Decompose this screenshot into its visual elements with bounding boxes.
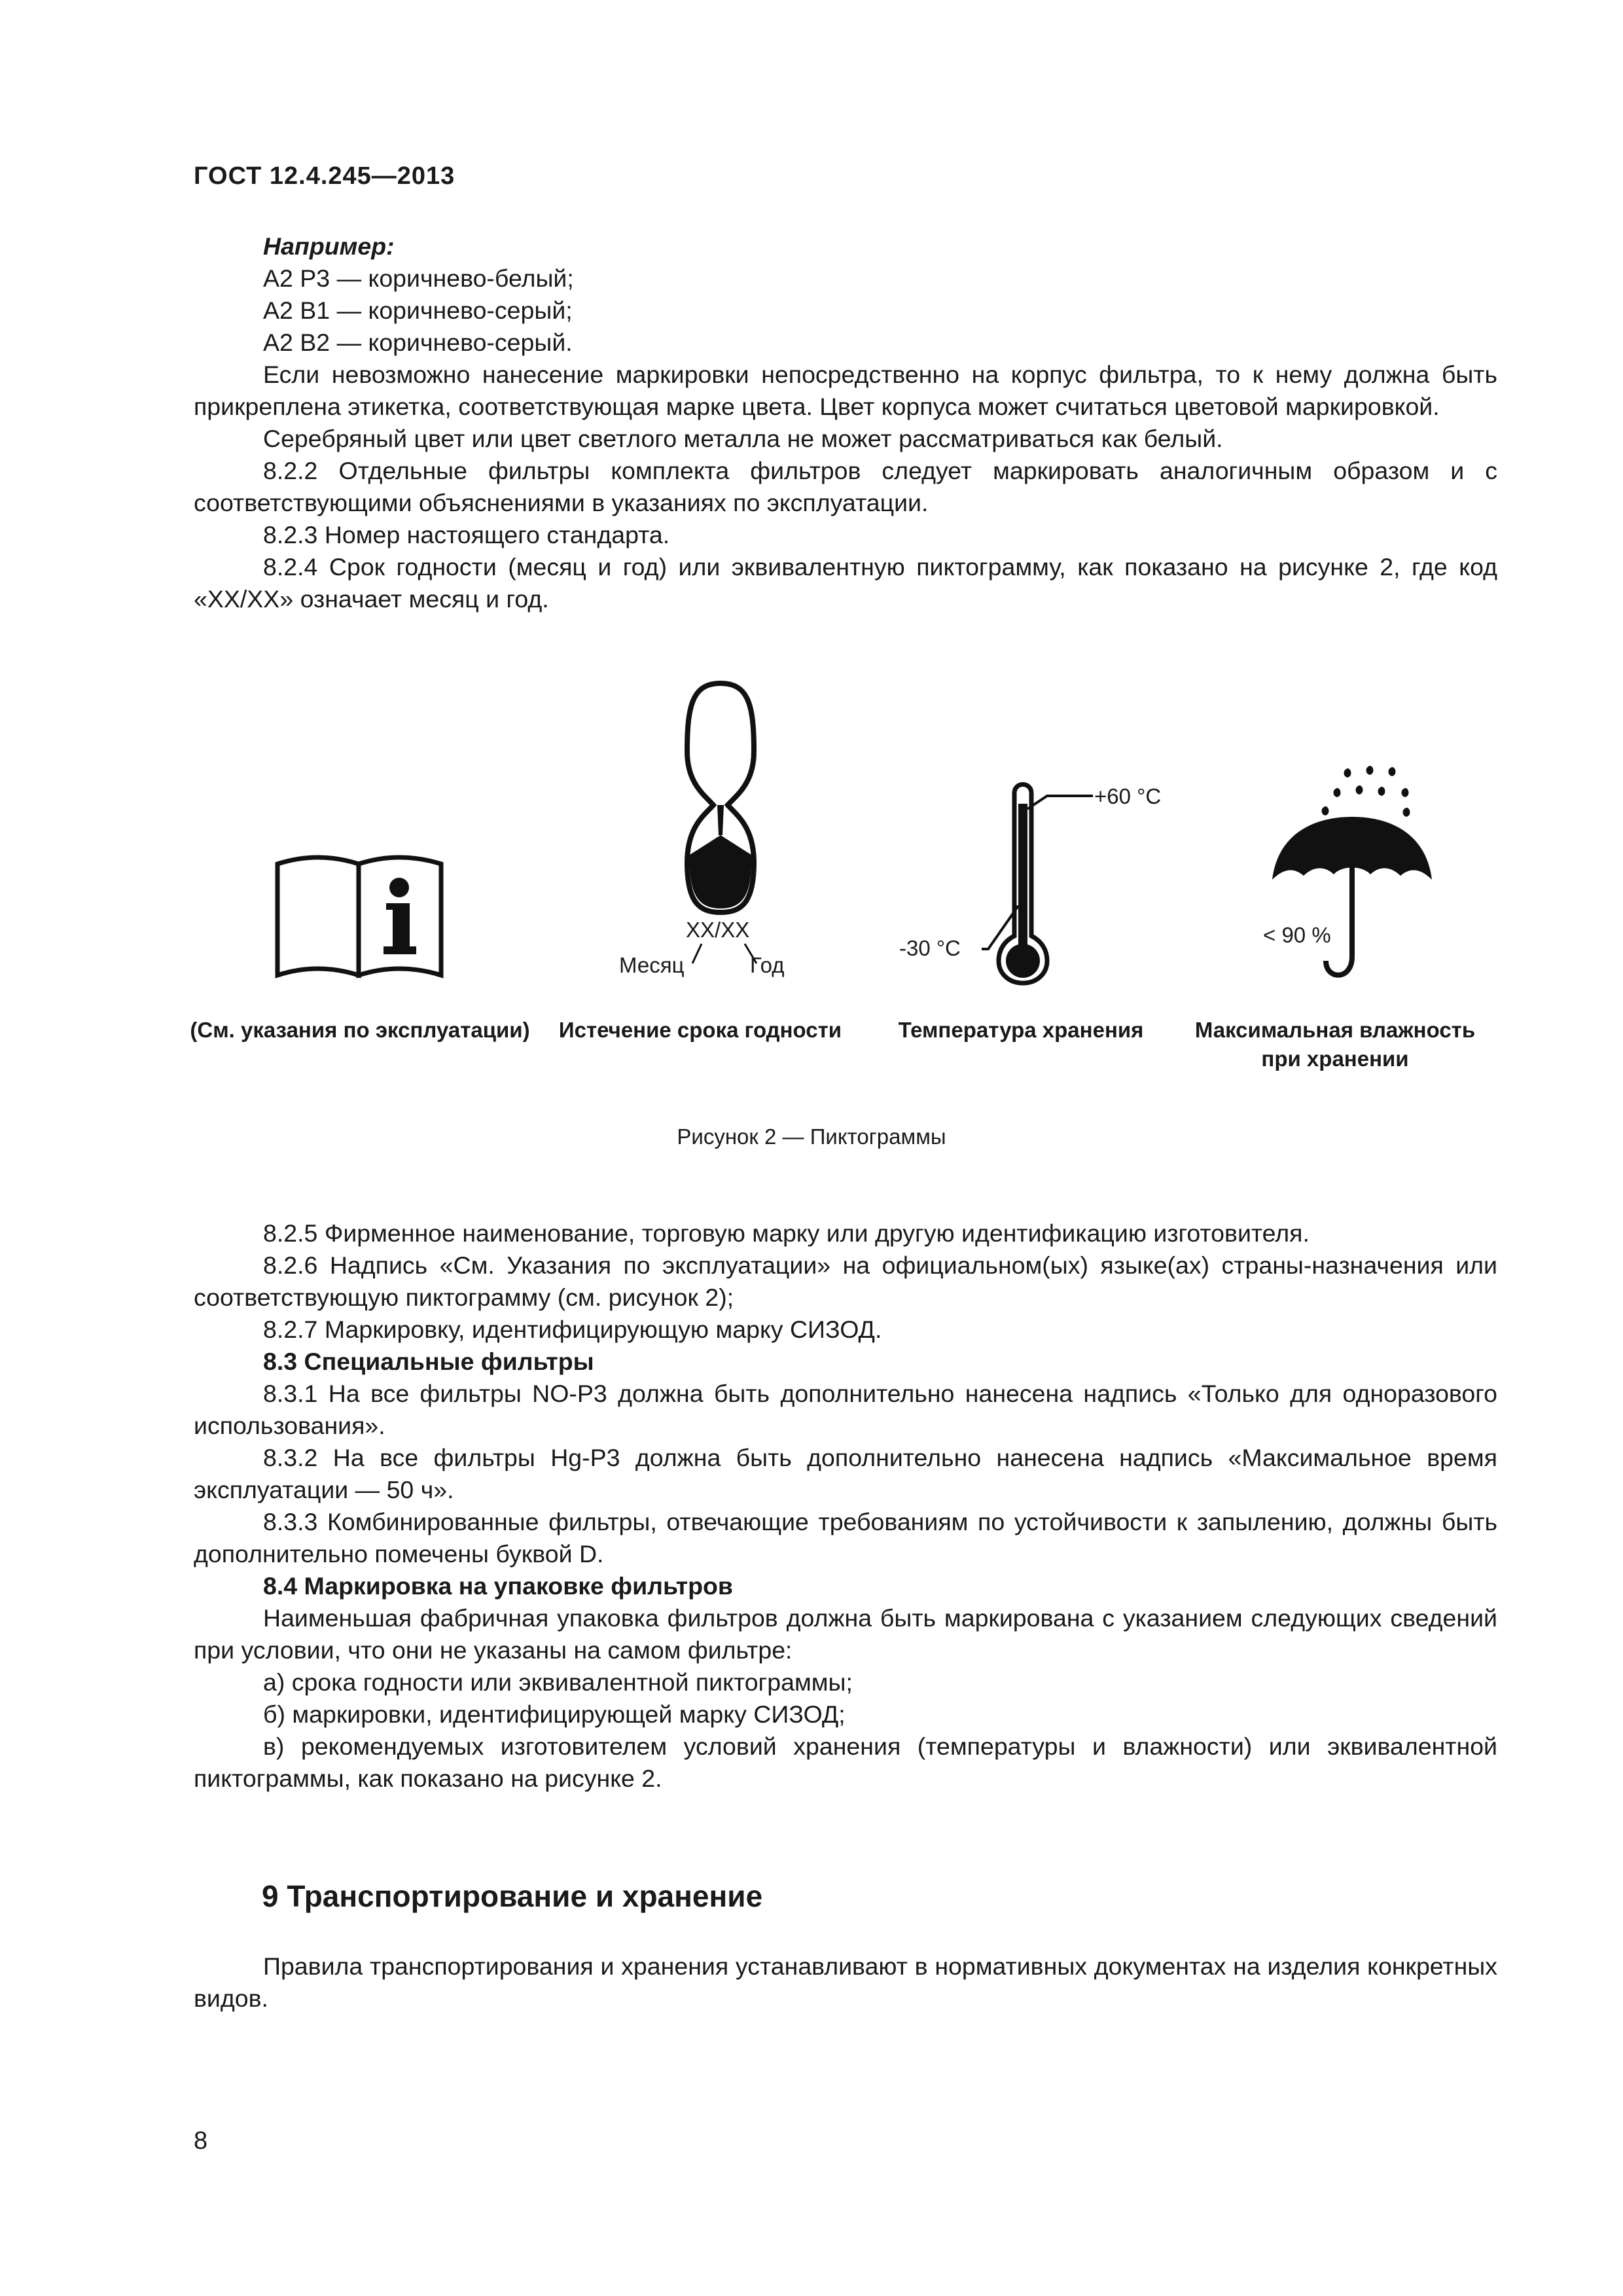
document-header: ГОСТ 12.4.245—2013 xyxy=(194,162,455,190)
example-item: А2 Р3 — коричнево-белый; xyxy=(263,264,574,292)
hourglass-icon xyxy=(679,679,762,916)
paragraph: Если невозможно нанесение маркировки непосредственно на корпус фильтра, то к нему должна быть прикреплена этикетка, соответствующая марке цвета. Цвет корпуса может считаться цветовой маркировкой. xyxy=(194,361,1497,420)
caption-humidity: Максимальная влажность при хранении xyxy=(1194,1018,1476,1071)
example-item: А2 В2 — коричнево-серый. xyxy=(263,329,573,356)
caption-temperature: Температура хранения xyxy=(898,1018,1144,1042)
paragraph: 8.2.3 Номер настоящего стандарта. xyxy=(263,521,670,548)
caption-expiry: Истечение срока годности xyxy=(558,1018,842,1042)
text-block-lower xyxy=(194,1950,1497,2015)
text-block-middle xyxy=(194,1217,1497,1795)
example-item: А2 В1 — коричнево-серый; xyxy=(263,296,573,324)
year-label: Год xyxy=(750,953,785,977)
paragraph: 8.3.3 Комбинированные фильтры, отвечающие требованиям по устойчивости к запылению, должны быть дополнительно помечены буквой D. xyxy=(194,1508,1497,1568)
paragraph: Серебряный цвет или цвет светлого металла не может рассматриваться как белый. xyxy=(263,425,1223,452)
instructions-book-icon xyxy=(274,851,445,982)
list-item: а) срока годности или эквивалентной пиктограммы; xyxy=(263,1668,853,1696)
month-label: Месяц xyxy=(619,953,685,977)
paragraph: 8.2.2 Отдельные фильтры комплекта фильтров следует маркировать аналогичным образом и с соответствующими объяснениями в указаниях по эксплуатации. xyxy=(194,457,1497,516)
paragraph: 8.3.1 На все фильтры NO-P3 должна быть дополнительно нанесена надпись «Только для одноразового использования». xyxy=(194,1380,1497,1439)
paragraph: 8.3.2 На все фильтры Hg-P3 должна быть дополнительно нанесена надпись «Максимальное время эксплуатации — 50 ч». xyxy=(194,1444,1497,1503)
example-label: Например: xyxy=(263,232,395,260)
expiry-code-label: XX/XX xyxy=(686,918,750,942)
temp-min-label: -30 °C xyxy=(899,936,961,960)
caption-instructions: (См. указания по эксплуатации) xyxy=(190,1018,530,1042)
page-number: 8 xyxy=(194,2127,208,2155)
paragraph: Наименьшая фабричная упаковка фильтров должна быть маркирована с указанием следующих сведений при условии, что они не указаны на самом фильтре: xyxy=(194,1604,1497,1664)
list-item: б) маркировки, идентифицирующей марку СИЗОД; xyxy=(263,1700,846,1728)
paragraph: 8.2.7 Маркировку, идентифицирующую марку СИЗОД. xyxy=(263,1316,882,1343)
paragraph: 8.2.6 Надпись «См. Указания по эксплуатации» на официальном(ых) языке(ах) страны-назначения или соответствующую пиктограмму (см. рисунок 2); xyxy=(194,1251,1497,1311)
humidity-value-label: < 90 % xyxy=(1263,923,1331,947)
paragraph: Правила транспортирования и хранения устанавливают в нормативных документах на изделия конкретных видов. xyxy=(194,1952,1497,2012)
thermometer-icon xyxy=(982,778,1106,987)
subsection-heading: 8.3 Специальные фильтры xyxy=(263,1348,594,1375)
umbrella-rain-icon xyxy=(1267,764,1444,987)
section-heading: 9 Транспортирование и хранение xyxy=(262,1879,763,1913)
paragraph: 8.2.4 Срок годности (месяц и год) или эквивалентную пиктограмму, как показано на рисунке 2, где код «XX/XX» означает месяц и год. xyxy=(194,553,1497,613)
temp-max-label: +60 °C xyxy=(1094,784,1162,808)
subsection-heading: 8.4 Маркировка на упаковке фильтров xyxy=(263,1572,733,1600)
list-item: в) рекомендуемых изготовителем условий хранения (температуры и влажности) или эквивалентной пиктограммы, как показано на рисунке 2. xyxy=(194,1732,1497,1792)
text-block-upper xyxy=(194,230,1497,615)
paragraph: 8.2.5 Фирменное наименование, торговую марку или другую идентификацию изготовителя. xyxy=(263,1219,1310,1247)
figure-caption: Рисунок 2 — Пиктограммы xyxy=(677,1124,946,1149)
